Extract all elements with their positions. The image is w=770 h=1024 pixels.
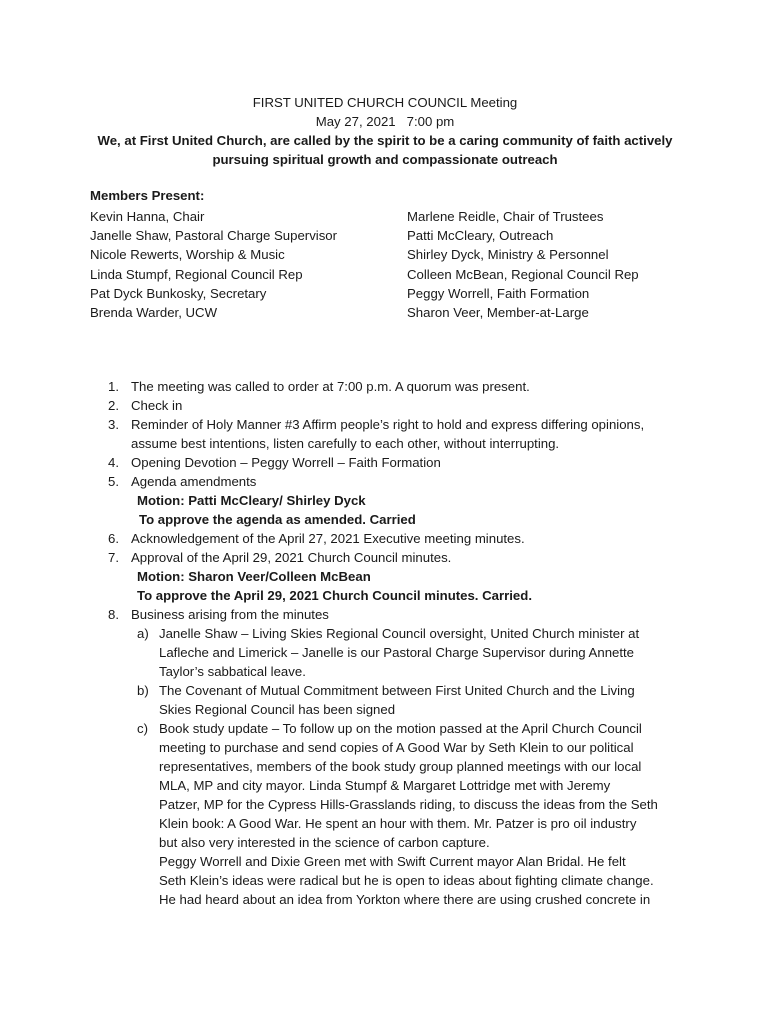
motion-movers: Motion: Sharon Veer/Colleen McBean (137, 569, 371, 584)
sub-item-label: a) (137, 626, 149, 641)
member-entry: Marlene Reidle, Chair of Trustees (407, 209, 604, 224)
agenda-item: Check in (131, 398, 183, 413)
member-entry: Linda Stumpf, Regional Council Rep (90, 266, 303, 282)
sub-item-line: Klein book: A Good War. He spent an hour with them. Mr. Patzer is pro oil industry (159, 816, 637, 831)
sub-item-line: MLA, MP and city mayor. Linda Stumpf & Margaret Lottridge met with Jeremy (159, 778, 611, 793)
member-entry: Brenda Warder, UCW (90, 305, 218, 321)
member-entry: Janelle Shaw, Pastoral Charge Supervisor (90, 228, 338, 244)
sub-item-line: meeting to purchase and send copies of A Good War by Seth Klein to our political (159, 740, 634, 755)
mission-statement-line-1: We, at First United Church, are called by the spirit to be a caring community of faith actively (97, 133, 673, 148)
mission-statement-line-2: pursuing spiritual growth and compassionate outreach (212, 152, 558, 167)
sub-item-line: representatives, members of the book study group planned meetings with our local (159, 759, 642, 774)
sub-item-line: Patzer, MP for the Cypress Hills-Grasslands riding, to discuss the ideas from the Seth (159, 797, 658, 812)
meeting-header (0, 93, 770, 169)
members-present-heading: Members Present: (90, 188, 205, 203)
member-entry: Patti McCleary, Outreach (407, 228, 554, 244)
sub-item-line: The Covenant of Mutual Commitment between First United Church and the Living (159, 683, 635, 698)
meeting-date-time: May 27, 2021 7:00 pm (315, 114, 455, 129)
meeting-title: FIRST UNITED CHURCH COUNCIL Meeting (252, 95, 518, 110)
agenda-item: Opening Devotion – Peggy Worrell – Faith Formation (131, 455, 441, 470)
motion-result: To approve the April 29, 2021 Church Council minutes. Carried. (137, 588, 532, 603)
list-number: 2. (108, 398, 119, 413)
motion-movers: Motion: Patti McCleary/ Shirley Dyck (137, 493, 366, 508)
agenda-item: Reminder of Holy Manner #3 Affirm people’s right to hold and express differing opinions, (131, 417, 645, 432)
agenda-item: Acknowledgement of the April 27, 2021 Executive meeting minutes. (131, 531, 525, 546)
sub-item-line: Lafleche and Limerick – Janelle is our Pastoral Charge Supervisor during Annette (159, 645, 635, 660)
sub-item-line: Peggy Worrell and Dixie Green met with Swift Current mayor Alan Bridal. He felt (159, 854, 626, 869)
member-entry: Peggy Worrell, Faith Formation (407, 285, 590, 301)
list-number: 4. (108, 455, 119, 470)
member-entry: Pat Dyck Bunkosky, Secretary (90, 285, 267, 301)
list-number: 6. (108, 531, 119, 546)
agenda-item: Business arising from the minutes (131, 607, 329, 622)
sub-item-line: Book study update – To follow up on the motion passed at the April Church Council (159, 721, 642, 736)
list-number: 3. (108, 417, 119, 432)
sub-item-line: Taylor’s sabbatical leave. (159, 664, 306, 679)
members-left-column (90, 207, 337, 322)
agenda-item: The meeting was called to order at 7:00 p.m. A quorum was present. (131, 379, 530, 394)
members-right-column (407, 207, 639, 322)
sub-item-line: but also very interested in the science of carbon capture. (159, 835, 490, 850)
member-entry: Sharon Veer, Member-at-Large (407, 305, 589, 321)
agenda-item: Agenda amendments (131, 474, 257, 489)
sub-item-line: Skies Regional Council has been signed (159, 702, 396, 717)
member-entry: Shirley Dyck, Ministry & Personnel (407, 247, 609, 263)
sub-item-line: He had heard about an idea from Yorkton where there are using crushed concrete in (159, 892, 651, 907)
member-entry: Kevin Hanna, Chair (90, 209, 205, 224)
sub-item-line: Seth Klein’s ideas were radical but he is open to ideas about fighting climate change. (159, 873, 654, 888)
list-number: 5. (108, 474, 119, 489)
member-entry: Colleen McBean, Regional Council Rep (407, 266, 639, 282)
list-number: 8. (108, 607, 119, 622)
sub-item-label: c) (137, 721, 148, 736)
motion-result: To approve the agenda as amended. Carried (139, 512, 416, 527)
sub-item-line: Janelle Shaw – Living Skies Regional Council oversight, United Church minister at (159, 626, 640, 641)
agenda-item: Approval of the April 29, 2021 Church Council minutes. (131, 550, 452, 565)
list-number: 1. (108, 379, 119, 394)
agenda-item-continued: assume best intentions, listen carefully to each other, without interrupting. (131, 436, 560, 451)
list-number: 7. (108, 550, 119, 565)
sub-item-label: b) (137, 683, 149, 698)
member-entry: Nicole Rewerts, Worship & Music (90, 247, 285, 263)
